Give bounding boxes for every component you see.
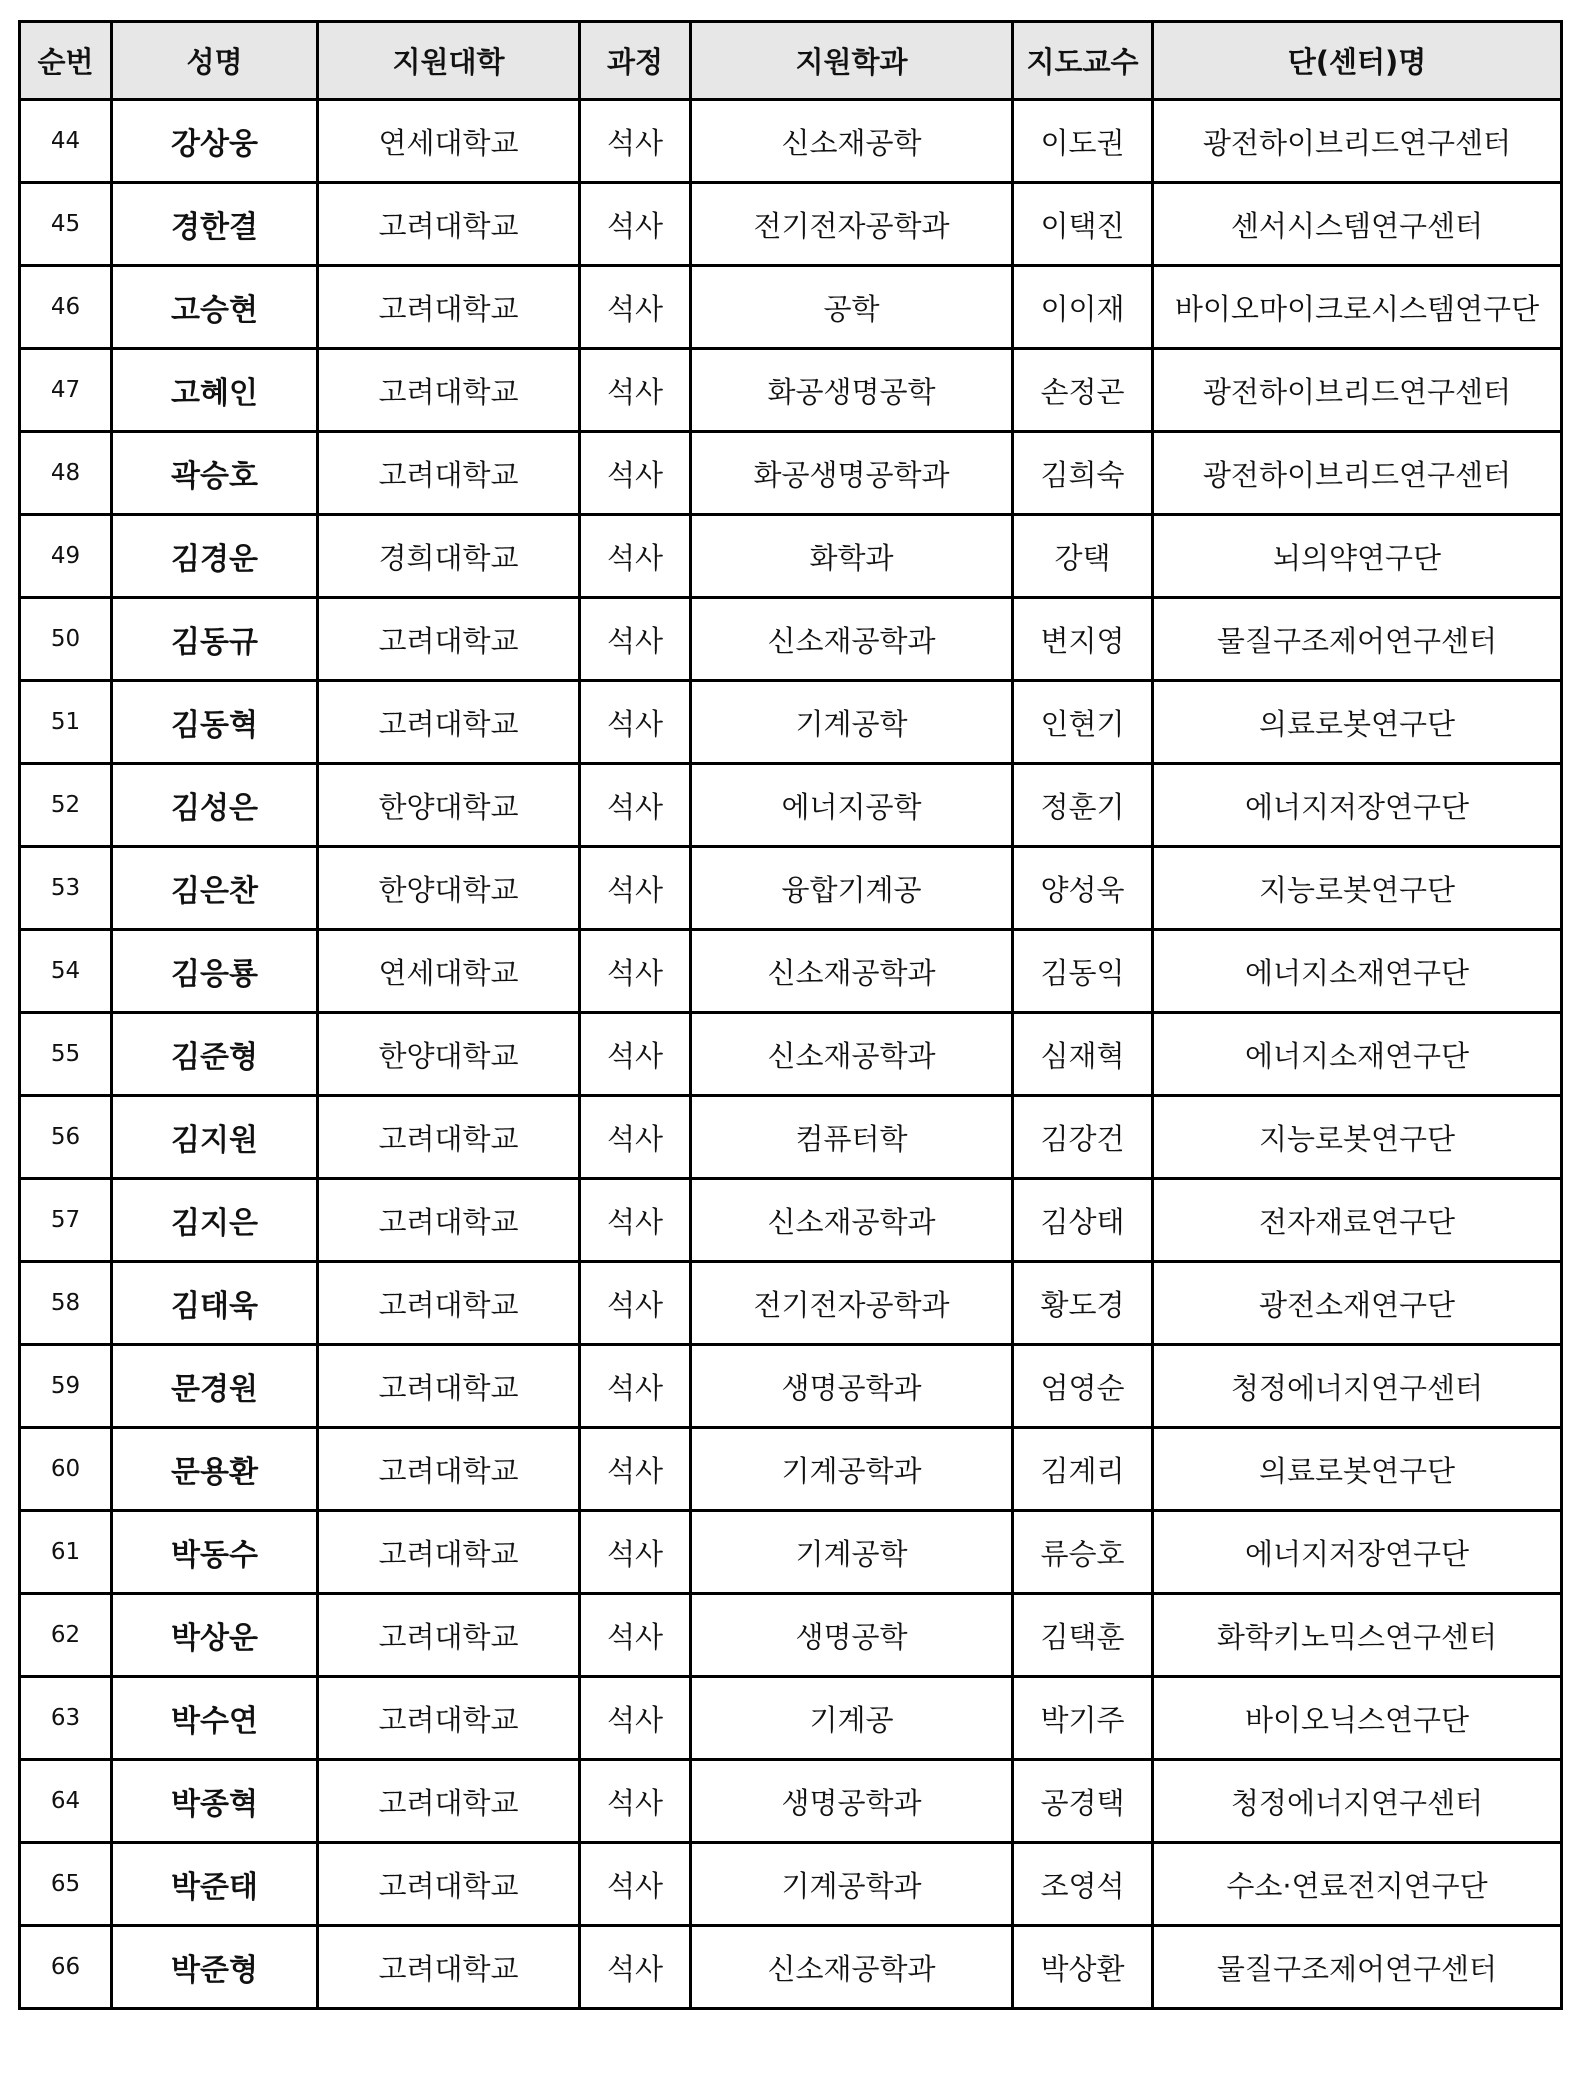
cell-department: 융합기계공 <box>691 847 1013 930</box>
cell-name: 김준형 <box>112 1013 318 1096</box>
cell-seq: 51 <box>20 681 112 764</box>
table-row <box>20 1843 1562 1926</box>
applicant-list-sheet <box>18 20 1560 2010</box>
header-course: 과정 <box>580 22 691 100</box>
cell-course: 석사 <box>580 1511 691 1594</box>
cell-center: 의료로봇연구단 <box>1153 1428 1562 1511</box>
cell-advisor: 강택 <box>1013 515 1153 598</box>
cell-name: 강상웅 <box>112 100 318 183</box>
cell-course: 석사 <box>580 1677 691 1760</box>
cell-department: 화공생명공학과 <box>691 432 1013 515</box>
cell-department: 기계공 <box>691 1677 1013 1760</box>
cell-seq: 45 <box>20 183 112 266</box>
cell-center: 광전하이브리드연구센터 <box>1153 432 1562 515</box>
cell-advisor: 박기주 <box>1013 1677 1153 1760</box>
cell-advisor: 양성욱 <box>1013 847 1153 930</box>
cell-name: 문경원 <box>112 1345 318 1428</box>
cell-seq: 48 <box>20 432 112 515</box>
table-row <box>20 100 1562 183</box>
cell-course: 석사 <box>580 183 691 266</box>
table-row <box>20 1179 1562 1262</box>
table-row <box>20 1345 1562 1428</box>
cell-advisor: 정훈기 <box>1013 764 1153 847</box>
table-row <box>20 1594 1562 1677</box>
cell-seq: 57 <box>20 1179 112 1262</box>
cell-center: 에너지저장연구단 <box>1153 764 1562 847</box>
cell-name: 고승현 <box>112 266 318 349</box>
cell-department: 생명공학과 <box>691 1345 1013 1428</box>
cell-center: 에너지저장연구단 <box>1153 1511 1562 1594</box>
cell-department: 에너지공학 <box>691 764 1013 847</box>
cell-advisor: 황도경 <box>1013 1262 1153 1345</box>
cell-name: 경한결 <box>112 183 318 266</box>
cell-name: 김성은 <box>112 764 318 847</box>
cell-advisor: 공경택 <box>1013 1760 1153 1843</box>
cell-course: 석사 <box>580 1760 691 1843</box>
cell-seq: 62 <box>20 1594 112 1677</box>
cell-department: 신소재공학과 <box>691 1179 1013 1262</box>
cell-seq: 59 <box>20 1345 112 1428</box>
cell-center: 지능로봇연구단 <box>1153 847 1562 930</box>
cell-course: 석사 <box>580 100 691 183</box>
table-row <box>20 598 1562 681</box>
cell-university: 연세대학교 <box>318 930 580 1013</box>
cell-center: 바이오닉스연구단 <box>1153 1677 1562 1760</box>
cell-department: 기계공학 <box>691 681 1013 764</box>
table-row <box>20 515 1562 598</box>
cell-center: 바이오마이크로시스템연구단 <box>1153 266 1562 349</box>
cell-center: 에너지소재연구단 <box>1153 930 1562 1013</box>
applicant-table <box>18 20 1563 2010</box>
cell-department: 기계공학과 <box>691 1428 1013 1511</box>
header-department: 지원학과 <box>691 22 1013 100</box>
cell-center: 에너지소재연구단 <box>1153 1013 1562 1096</box>
cell-seq: 50 <box>20 598 112 681</box>
cell-advisor: 이도권 <box>1013 100 1153 183</box>
cell-course: 석사 <box>580 1843 691 1926</box>
cell-university: 고려대학교 <box>318 432 580 515</box>
cell-department: 전기전자공학과 <box>691 1262 1013 1345</box>
cell-university: 고려대학교 <box>318 1428 580 1511</box>
cell-department: 생명공학과 <box>691 1760 1013 1843</box>
cell-department: 생명공학 <box>691 1594 1013 1677</box>
cell-course: 석사 <box>580 432 691 515</box>
cell-department: 신소재공학 <box>691 100 1013 183</box>
cell-course: 석사 <box>580 266 691 349</box>
cell-course: 석사 <box>580 1428 691 1511</box>
cell-seq: 56 <box>20 1096 112 1179</box>
table-row <box>20 1760 1562 1843</box>
cell-center: 의료로봇연구단 <box>1153 681 1562 764</box>
cell-center: 센서시스템연구센터 <box>1153 183 1562 266</box>
table-row <box>20 1096 1562 1179</box>
cell-name: 고혜인 <box>112 349 318 432</box>
cell-advisor: 박상환 <box>1013 1926 1153 2009</box>
cell-department: 기계공학 <box>691 1511 1013 1594</box>
cell-advisor: 조영석 <box>1013 1843 1153 1926</box>
table-row <box>20 930 1562 1013</box>
cell-center: 청정에너지연구센터 <box>1153 1345 1562 1428</box>
cell-advisor: 김동익 <box>1013 930 1153 1013</box>
table-row <box>20 764 1562 847</box>
table-row <box>20 1262 1562 1345</box>
cell-center: 광전하이브리드연구센터 <box>1153 100 1562 183</box>
cell-university: 고려대학교 <box>318 1511 580 1594</box>
cell-department: 신소재공학과 <box>691 598 1013 681</box>
cell-course: 석사 <box>580 1179 691 1262</box>
table-row <box>20 1926 1562 2009</box>
cell-name: 박동수 <box>112 1511 318 1594</box>
cell-department: 기계공학과 <box>691 1843 1013 1926</box>
cell-university: 고려대학교 <box>318 1096 580 1179</box>
cell-university: 고려대학교 <box>318 1843 580 1926</box>
cell-seq: 46 <box>20 266 112 349</box>
cell-advisor: 김택훈 <box>1013 1594 1153 1677</box>
cell-name: 박준태 <box>112 1843 318 1926</box>
header-row <box>20 22 1562 100</box>
cell-name: 김경운 <box>112 515 318 598</box>
cell-course: 석사 <box>580 1262 691 1345</box>
table-row <box>20 681 1562 764</box>
cell-department: 신소재공학과 <box>691 930 1013 1013</box>
cell-seq: 44 <box>20 100 112 183</box>
cell-advisor: 김계리 <box>1013 1428 1153 1511</box>
cell-department: 화학과 <box>691 515 1013 598</box>
table-row <box>20 1511 1562 1594</box>
cell-seq: 65 <box>20 1843 112 1926</box>
cell-seq: 64 <box>20 1760 112 1843</box>
cell-center: 지능로봇연구단 <box>1153 1096 1562 1179</box>
cell-department: 전기전자공학과 <box>691 183 1013 266</box>
cell-center: 광전소재연구단 <box>1153 1262 1562 1345</box>
cell-advisor: 류승호 <box>1013 1511 1153 1594</box>
cell-seq: 49 <box>20 515 112 598</box>
cell-name: 박준형 <box>112 1926 318 2009</box>
cell-seq: 53 <box>20 847 112 930</box>
cell-university: 경희대학교 <box>318 515 580 598</box>
cell-university: 고려대학교 <box>318 681 580 764</box>
cell-seq: 60 <box>20 1428 112 1511</box>
cell-name: 박수연 <box>112 1677 318 1760</box>
cell-advisor: 이택진 <box>1013 183 1153 266</box>
cell-course: 석사 <box>580 1096 691 1179</box>
cell-university: 고려대학교 <box>318 598 580 681</box>
cell-center: 청정에너지연구센터 <box>1153 1760 1562 1843</box>
cell-advisor: 손정곤 <box>1013 349 1153 432</box>
header-name: 성명 <box>112 22 318 100</box>
cell-university: 연세대학교 <box>318 100 580 183</box>
cell-seq: 63 <box>20 1677 112 1760</box>
cell-center: 물질구조제어연구센터 <box>1153 598 1562 681</box>
cell-department: 신소재공학과 <box>691 1013 1013 1096</box>
cell-advisor: 김상태 <box>1013 1179 1153 1262</box>
cell-name: 곽승호 <box>112 432 318 515</box>
cell-advisor: 변지영 <box>1013 598 1153 681</box>
cell-seq: 52 <box>20 764 112 847</box>
cell-name: 김동규 <box>112 598 318 681</box>
header-university: 지원대학 <box>318 22 580 100</box>
cell-course: 석사 <box>580 930 691 1013</box>
cell-course: 석사 <box>580 1013 691 1096</box>
cell-advisor: 김희숙 <box>1013 432 1153 515</box>
table-row <box>20 847 1562 930</box>
cell-university: 고려대학교 <box>318 349 580 432</box>
cell-university: 고려대학교 <box>318 1926 580 2009</box>
cell-seq: 66 <box>20 1926 112 2009</box>
cell-name: 문용환 <box>112 1428 318 1511</box>
cell-course: 석사 <box>580 515 691 598</box>
table-row <box>20 1013 1562 1096</box>
cell-course: 석사 <box>580 1926 691 2009</box>
cell-center: 화학키노믹스연구센터 <box>1153 1594 1562 1677</box>
cell-university: 고려대학교 <box>318 1677 580 1760</box>
cell-university: 고려대학교 <box>318 183 580 266</box>
cell-university: 고려대학교 <box>318 1262 580 1345</box>
table-row <box>20 432 1562 515</box>
header-seq: 순번 <box>20 22 112 100</box>
cell-university: 한양대학교 <box>318 1013 580 1096</box>
cell-center: 광전하이브리드연구센터 <box>1153 349 1562 432</box>
cell-center: 뇌의약연구단 <box>1153 515 1562 598</box>
cell-name: 김지원 <box>112 1096 318 1179</box>
cell-course: 석사 <box>580 598 691 681</box>
cell-name: 김지은 <box>112 1179 318 1262</box>
cell-seq: 61 <box>20 1511 112 1594</box>
table-row <box>20 1677 1562 1760</box>
cell-seq: 55 <box>20 1013 112 1096</box>
cell-department: 컴퓨터학 <box>691 1096 1013 1179</box>
table-row <box>20 183 1562 266</box>
header-advisor: 지도교수 <box>1013 22 1153 100</box>
cell-department: 신소재공학과 <box>691 1926 1013 2009</box>
cell-name: 박상운 <box>112 1594 318 1677</box>
cell-seq: 58 <box>20 1262 112 1345</box>
header-center: 단(센터)명 <box>1153 22 1562 100</box>
cell-center: 전자재료연구단 <box>1153 1179 1562 1262</box>
cell-course: 석사 <box>580 1345 691 1428</box>
cell-advisor: 이이재 <box>1013 266 1153 349</box>
cell-course: 석사 <box>580 764 691 847</box>
cell-university: 고려대학교 <box>318 266 580 349</box>
cell-university: 한양대학교 <box>318 847 580 930</box>
cell-advisor: 심재혁 <box>1013 1013 1153 1096</box>
cell-advisor: 엄영순 <box>1013 1345 1153 1428</box>
table-body <box>20 100 1562 2009</box>
table-row <box>20 349 1562 432</box>
table-header <box>20 22 1562 100</box>
cell-course: 석사 <box>580 349 691 432</box>
cell-center: 물질구조제어연구센터 <box>1153 1926 1562 2009</box>
cell-university: 고려대학교 <box>318 1345 580 1428</box>
cell-name: 김태욱 <box>112 1262 318 1345</box>
table-row <box>20 266 1562 349</box>
cell-course: 석사 <box>580 1594 691 1677</box>
cell-course: 석사 <box>580 681 691 764</box>
cell-seq: 47 <box>20 349 112 432</box>
cell-advisor: 김강건 <box>1013 1096 1153 1179</box>
cell-name: 김동혁 <box>112 681 318 764</box>
table-row <box>20 1428 1562 1511</box>
cell-university: 고려대학교 <box>318 1179 580 1262</box>
cell-university: 고려대학교 <box>318 1760 580 1843</box>
cell-university: 고려대학교 <box>318 1594 580 1677</box>
cell-center: 수소·연료전지연구단 <box>1153 1843 1562 1926</box>
cell-name: 박종혁 <box>112 1760 318 1843</box>
cell-university: 한양대학교 <box>318 764 580 847</box>
cell-department: 공학 <box>691 266 1013 349</box>
cell-seq: 54 <box>20 930 112 1013</box>
cell-course: 석사 <box>580 847 691 930</box>
cell-advisor: 인현기 <box>1013 681 1153 764</box>
cell-name: 김은찬 <box>112 847 318 930</box>
cell-name: 김응룡 <box>112 930 318 1013</box>
cell-department: 화공생명공학 <box>691 349 1013 432</box>
